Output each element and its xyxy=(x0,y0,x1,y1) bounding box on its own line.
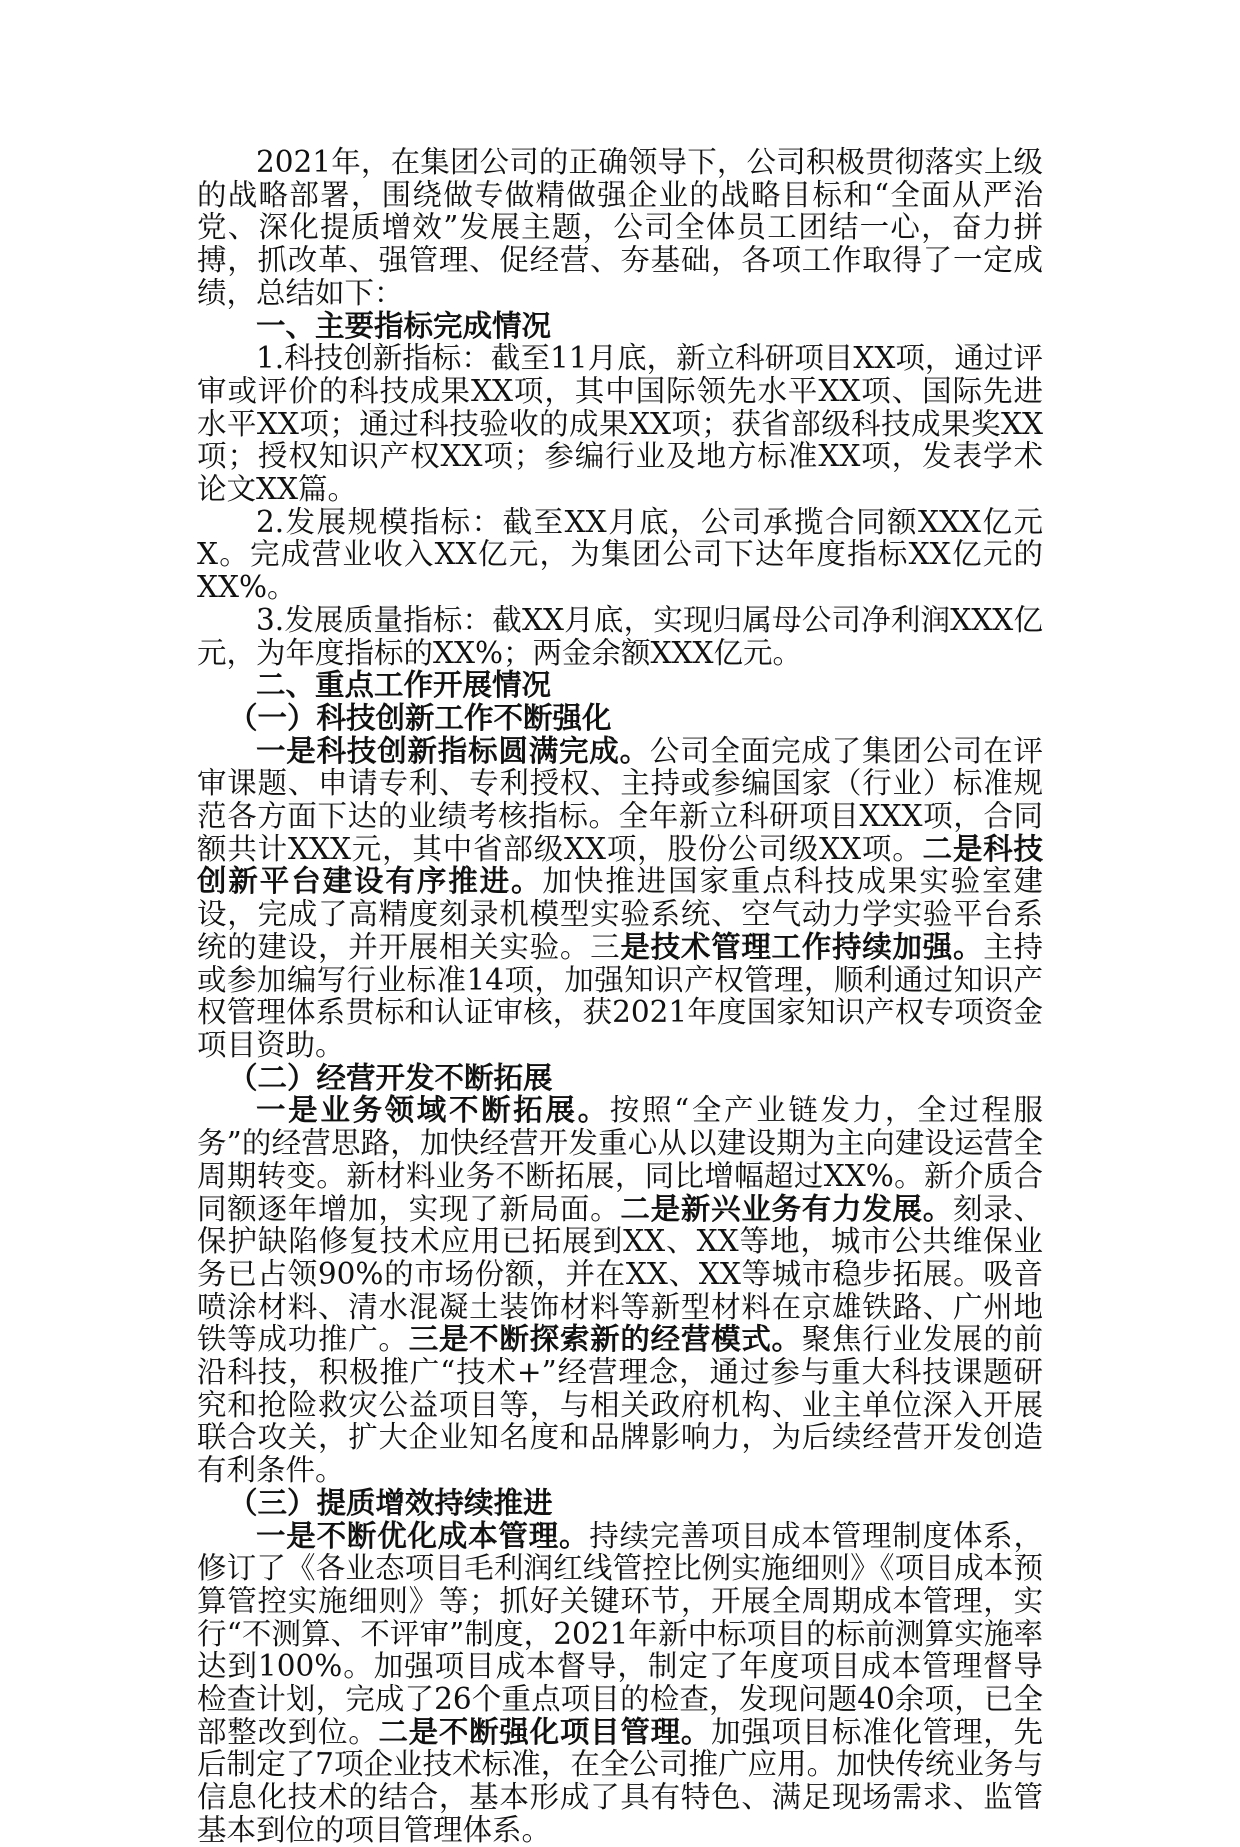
bold-lead-text: 二是不断强化项目管理。 xyxy=(378,1713,712,1749)
paragraph-text: 2021年，在集团公司的正确领导下，公司积极贯彻落实上级的战略部署，围绕做专做精做强企业的战略目标和“全面从严治党、深化提质增效”发展主题，公司全体员工团结一心，奋力拼搏，抓改革、强管理、促经营、夯基础，各项工作取得了一定成绩，总结如下： xyxy=(197,145,1043,310)
paragraph-text: 持续完善项目成本管理制度体系，修订了《各业态项目毛利润红线管控比例实施细则》《项目成本预算管控实施细则》等；抓好关键环节，开展全周期成本管理，实行“不测算、不评审”制度，2021年新中标项目的标前测算实施率达到100%。加强项目成本督导，制定了年度项目成本管理督导检查计划，完成了26个重点项目的检查，发现问题40余项，已全部整改到位。 xyxy=(197,1518,1043,1749)
document-page xyxy=(197,146,1043,1847)
bold-lead-text: （一）科技创新工作不断强化 xyxy=(227,699,612,735)
paragraph-text: 公司全面完成了集团公司在评审课题、申请专利、专利授权、主持或参编国家（行业）标准规范各方面下达的业绩考核指标。全年新立科研项目XXX项，合同额共计XXX元，其中省部级XX项，股份公司级XX项。 xyxy=(197,733,1043,866)
body-paragraph xyxy=(197,506,1043,604)
body-paragraph xyxy=(197,1517,1043,1847)
bold-lead-text: 二是新兴业务有力发展。 xyxy=(620,1190,953,1226)
bold-lead-text: 三是不断探索新的经营模式。 xyxy=(408,1321,802,1357)
body-paragraph xyxy=(197,146,1043,310)
bold-lead-text: 二、重点工作开展情况 xyxy=(256,667,552,703)
section-heading xyxy=(197,669,1043,702)
paragraph-text: 3.发展质量指标：截XX月底，实现归属母公司净利润XXX亿元，为年度指标的XX%；两金余额XXX亿元。 xyxy=(197,602,1043,670)
body-paragraph xyxy=(197,1094,1043,1486)
paragraph-text: 1.科技创新指标：截至11月底，新立科研项目XX项，通过评审或评价的科技成果XX项，其中国际领先水平XX项、国际先进水平XX项；通过科技验收的成果XX项；获省部级科技成果奖XX项；授权知识产权XX项；参编行业及地方标准XX项，发表学术论文XX篇。 xyxy=(197,341,1043,507)
paragraph-text: 刻录、保护缺陷修复技术应用已拓展到XX、XX等地，城市公共维保业务已占领90%的市场份额，并在XX、XX等城市稳步拓展。吸音喷涂材料、清水混凝土装饰材料等新型材料在京雄铁路、广州地铁等成功推广。 xyxy=(197,1191,1043,1357)
paragraph-text: 加强项目标准化管理，先后制定了7项企业技术标准，在全公司推广应用。加快传统业务与信息化技术的结合，基本形成了具有特色、满足现场需求、监管基本到位的项目管理体系。 xyxy=(197,1714,1043,1847)
paragraph-text: 按照“全产业链发力，全过程服务”的经营思路，加快经营开发重心从以建设期为主向建设运营全周期转变。新材料业务不断拓展，同比增幅超过XX%。新介质合同额逐年增加，实现了新局面。 xyxy=(197,1093,1043,1226)
paragraph-text: 加快推进国家重点科技成果实验室建设，完成了高精度刻录机模型实验系统、空气动力学实验平台系统的建设，并开展相关实验。三 xyxy=(197,864,1043,964)
body-paragraph xyxy=(197,342,1043,506)
bold-lead-text: 一是科技创新指标圆满完成。 xyxy=(256,732,650,768)
bold-lead-text: （三）提质增效持续推进 xyxy=(227,1484,553,1520)
bold-lead-text: 一、主要指标完成情况 xyxy=(256,307,552,343)
subsection-heading xyxy=(197,1059,1043,1095)
paragraph-text: 主持或参加编写行业标准14项，加强知识产权管理，顺利通过知识产权管理体系贯标和认证审核，获2021年度国家知识产权专项资金项目资助。 xyxy=(197,929,1043,1062)
bold-lead-text: 一是业务领域不断拓展。 xyxy=(256,1092,610,1128)
bold-lead-text: （二）经营开发不断拓展 xyxy=(227,1059,553,1095)
body-paragraph xyxy=(197,732,1043,1062)
section-heading xyxy=(197,307,1043,343)
subsection-heading xyxy=(197,1484,1043,1520)
bold-lead-text: 一是不断优化成本管理。 xyxy=(256,1517,590,1553)
subsection-heading xyxy=(197,699,1043,735)
body-paragraph xyxy=(197,604,1043,669)
paragraph-text: 聚焦行业发展的前沿科技，积极推广“技术+”经营理念，通过参与重大科技课题研究和抢险救灾公益项目等，与相关政府机构、业主单位深入开展联合攻关，扩大企业知名度和品牌影响力，为后续经营开发创造有利条件。 xyxy=(197,1322,1043,1488)
bold-lead-text: 二是科技创新平台建设有序推进。 xyxy=(197,830,1043,899)
bold-lead-text: 是技术管理工作持续加强。 xyxy=(620,928,984,964)
paragraph-text: 2.发展规模指标：截至XX月底，公司承揽合同额XXX亿元X。完成营业收入XX亿元，为集团公司下达年度指标XX亿元的XX%。 xyxy=(197,504,1043,605)
